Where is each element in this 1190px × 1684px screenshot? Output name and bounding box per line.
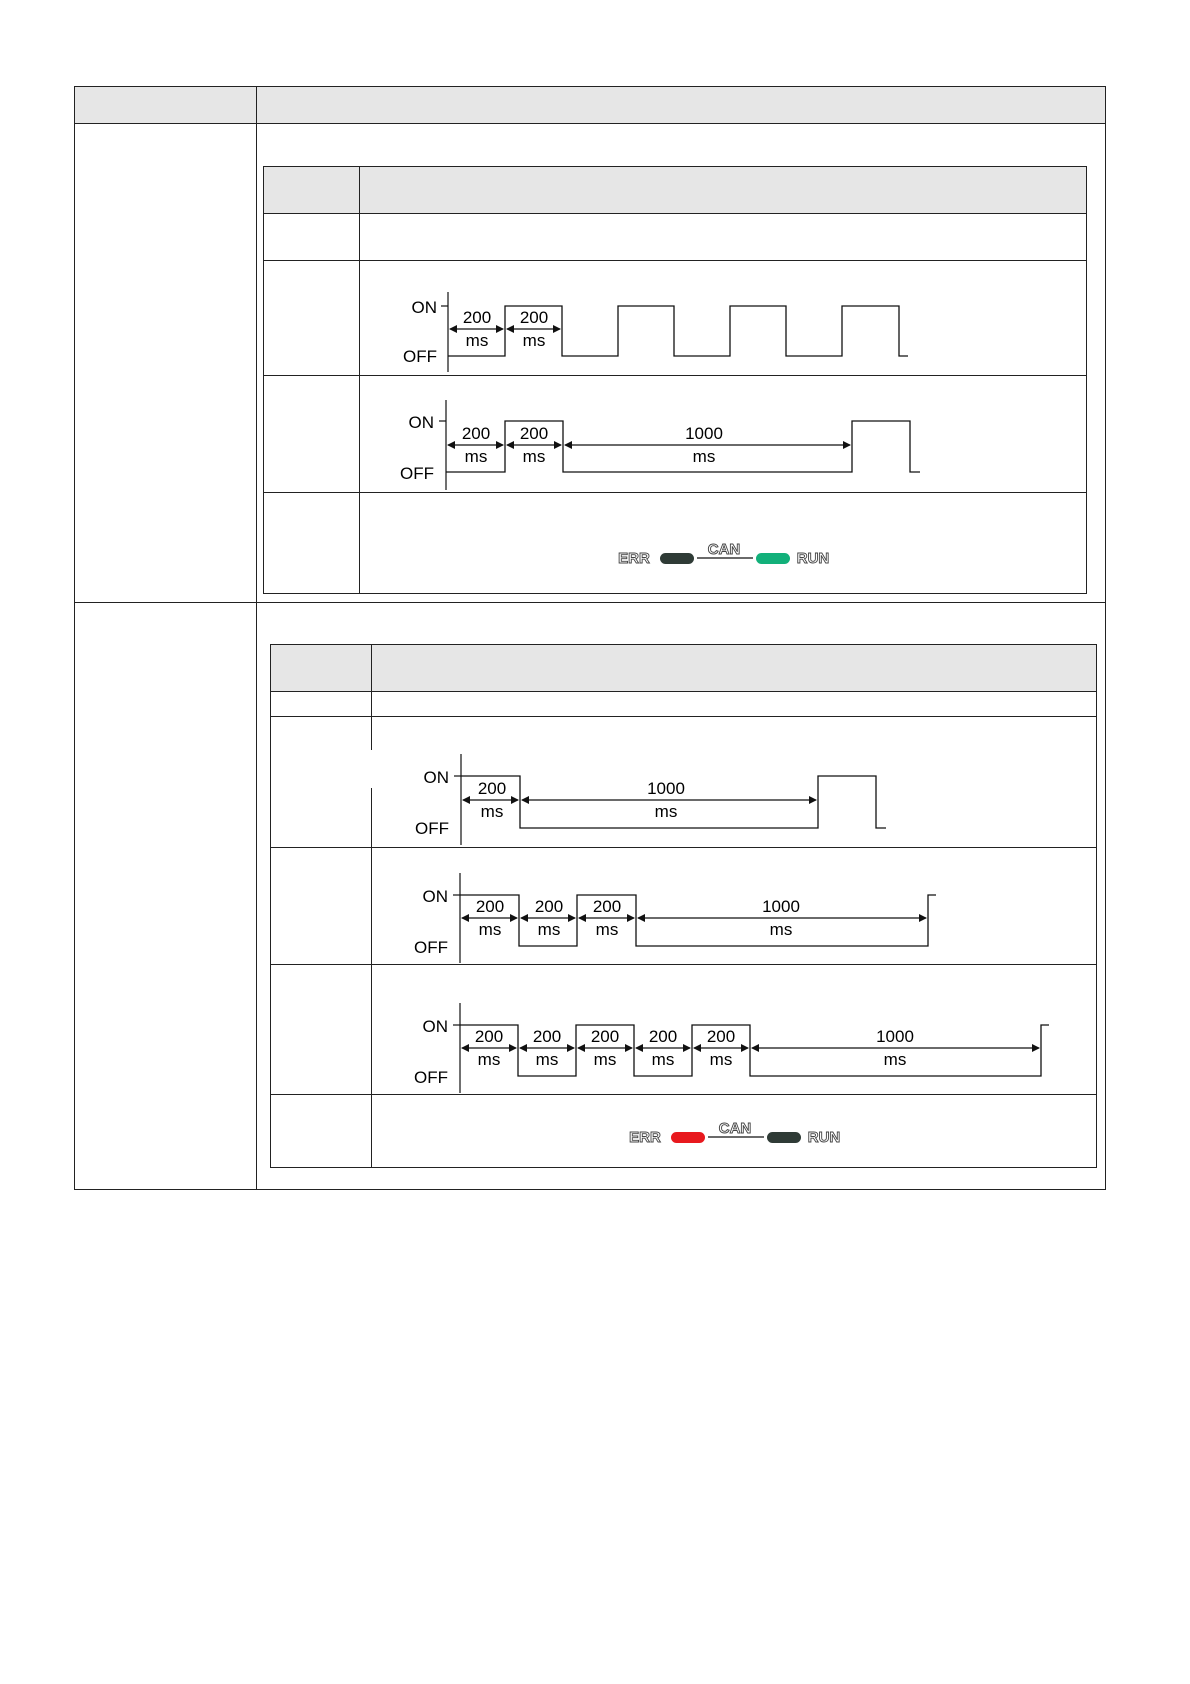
duration-unit: ms bbox=[535, 1050, 559, 1069]
duration-unit: ms bbox=[537, 920, 561, 939]
duration-unit: ms bbox=[651, 1050, 675, 1069]
duration-value: 1000 bbox=[685, 424, 723, 443]
off-label: OFF bbox=[400, 464, 434, 483]
duration-value: 200 bbox=[519, 424, 549, 443]
duration-unit: ms bbox=[477, 1050, 501, 1069]
duration-value: 1000 bbox=[762, 897, 800, 916]
duration-unit: ms bbox=[769, 920, 793, 939]
duration-unit: ms bbox=[480, 802, 504, 821]
led-indicator-2 bbox=[629, 1120, 840, 1146]
off-label: OFF bbox=[403, 347, 437, 366]
err-label: ERR bbox=[629, 1129, 661, 1146]
duration-unit: ms bbox=[593, 1050, 617, 1069]
off-label: OFF bbox=[414, 1068, 448, 1087]
run-led bbox=[756, 553, 790, 564]
timing-diagram-single-flash-2 bbox=[371, 750, 886, 845]
duration-value: 200 bbox=[534, 897, 564, 916]
duration-unit: ms bbox=[692, 447, 716, 466]
duration-value: 1000 bbox=[876, 1027, 914, 1046]
err-led bbox=[671, 1132, 705, 1143]
duration-unit: ms bbox=[883, 1050, 907, 1069]
duration-value: 200 bbox=[474, 1027, 504, 1046]
timing-diagram-single-flash bbox=[400, 400, 920, 490]
duration-unit: ms bbox=[595, 920, 619, 939]
duration-unit: ms bbox=[709, 1050, 733, 1069]
can-label: CAN bbox=[718, 1120, 752, 1137]
duration-unit: ms bbox=[522, 447, 546, 466]
duration-value: 200 bbox=[706, 1027, 736, 1046]
off-label: OFF bbox=[414, 938, 448, 957]
duration-unit: ms bbox=[465, 331, 489, 350]
timing-diagram-blinking bbox=[403, 292, 908, 372]
duration-unit: ms bbox=[464, 447, 488, 466]
duration-value: 200 bbox=[592, 897, 622, 916]
duration-value: 200 bbox=[462, 308, 492, 327]
duration-value: 200 bbox=[461, 424, 491, 443]
on-label: ON bbox=[423, 768, 449, 787]
timing-diagram-double-flash bbox=[414, 873, 936, 963]
led-indicator-1 bbox=[618, 541, 829, 567]
run-label: RUN bbox=[796, 550, 830, 567]
duration-value: 200 bbox=[519, 308, 549, 327]
duration-unit: ms bbox=[522, 331, 546, 350]
on-label: ON bbox=[422, 887, 448, 906]
duration-unit: ms bbox=[478, 920, 502, 939]
duration-value: 200 bbox=[532, 1027, 562, 1046]
on-label: ON bbox=[408, 413, 434, 432]
duration-unit: ms bbox=[654, 802, 678, 821]
run-label: RUN bbox=[807, 1129, 841, 1146]
duration-value: 200 bbox=[648, 1027, 678, 1046]
run-led bbox=[767, 1132, 801, 1143]
off-label: OFF bbox=[415, 819, 449, 838]
duration-value: 1000 bbox=[647, 779, 685, 798]
duration-value: 200 bbox=[475, 897, 505, 916]
duration-value: 200 bbox=[590, 1027, 620, 1046]
duration-value: 200 bbox=[477, 779, 507, 798]
can-label: CAN bbox=[707, 541, 741, 558]
timing-diagram-triple-flash bbox=[414, 1003, 1049, 1093]
on-label: ON bbox=[411, 298, 437, 317]
err-label: ERR bbox=[618, 550, 650, 567]
on-label: ON bbox=[422, 1017, 448, 1036]
err-led bbox=[660, 553, 694, 564]
